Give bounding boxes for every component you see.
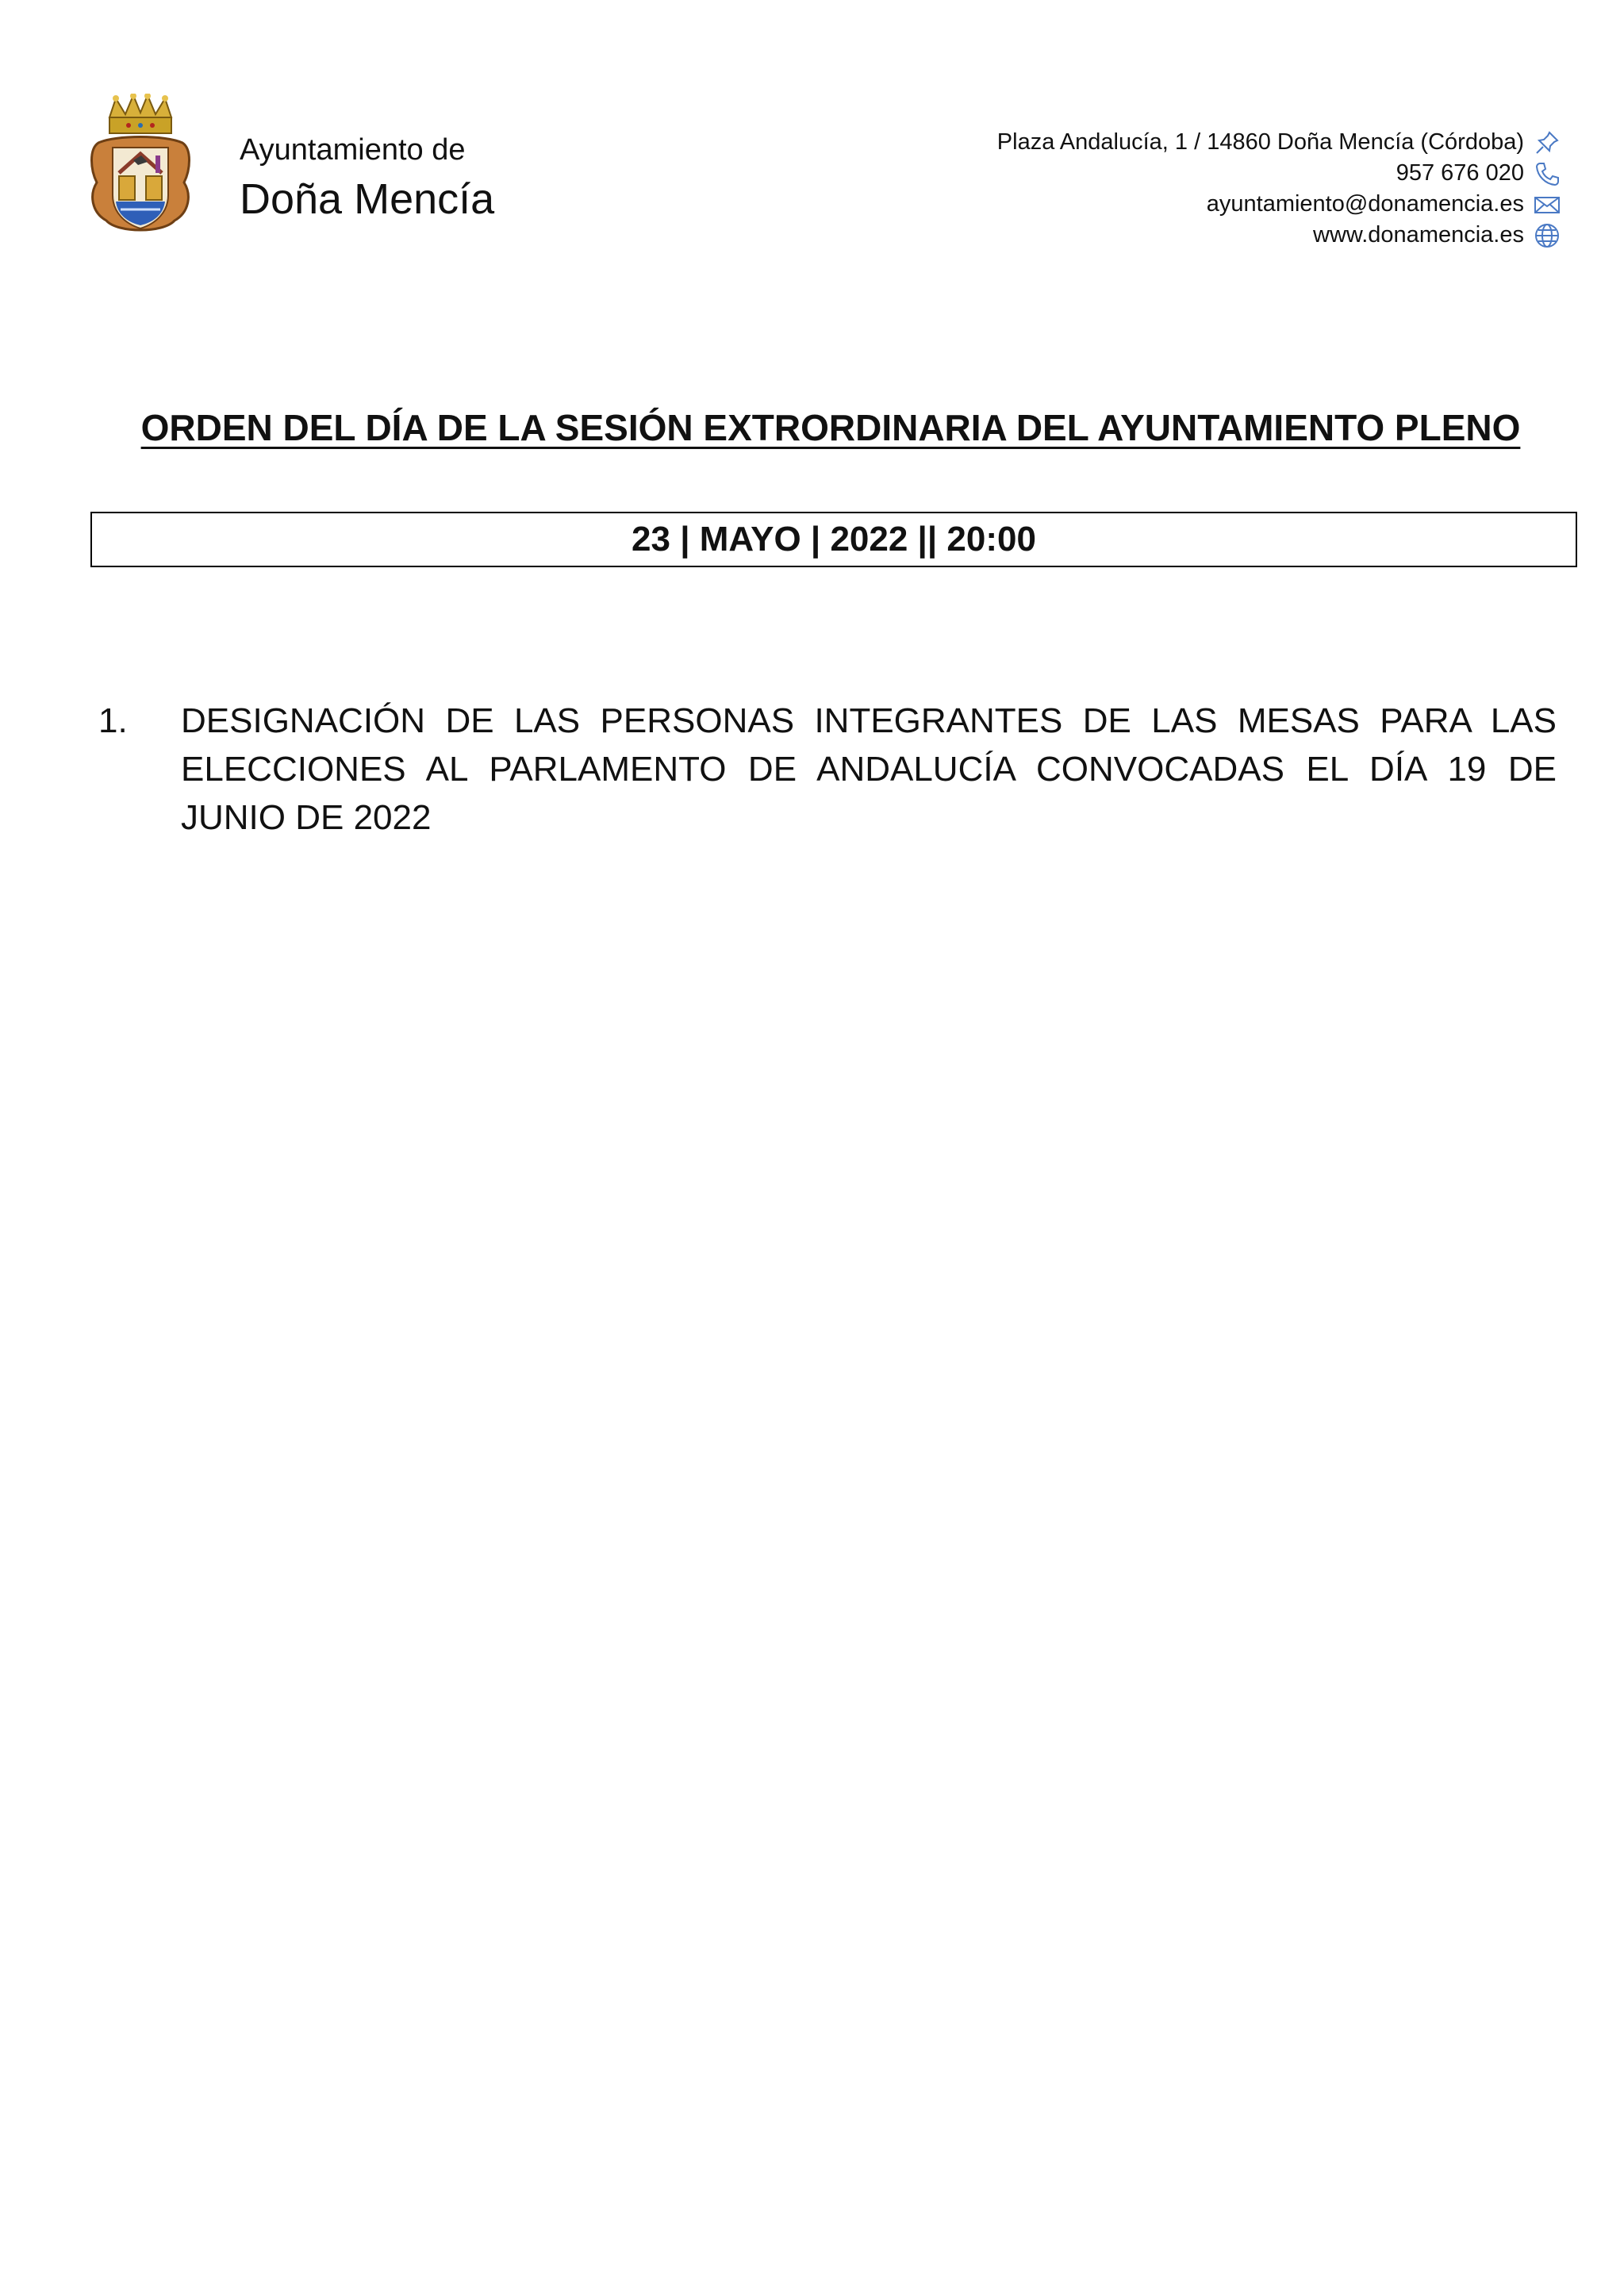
contact-address: Plaza Andalucía, 1 / 14860 Doña Mencía (Córdoba) — [996, 129, 1524, 155]
globe-icon — [1534, 222, 1561, 249]
contact-block — [997, 127, 1561, 251]
organization-name-line1: Ayuntamiento de — [240, 133, 466, 167]
contact-address-row — [997, 127, 1561, 158]
coat-of-arms-icon — [89, 94, 192, 241]
contact-phone-row — [997, 158, 1561, 189]
contact-phone: 957 676 020 — [1396, 160, 1524, 186]
contact-email-row — [997, 189, 1561, 220]
organization-name — [240, 135, 494, 221]
document-title: ORDEN DEL DÍA DE LA SESIÓN EXTRORDINARIA DEL AYUNTAMIENTO PLENO — [140, 407, 1521, 448]
pushpin-icon — [1534, 129, 1561, 156]
agenda-item-number: 1. — [98, 701, 128, 740]
organization-name-line2: Doña Mencía — [240, 175, 495, 223]
contact-website-row — [997, 220, 1561, 251]
agenda-item — [98, 697, 1557, 842]
contact-website: www.donamencia.es — [1313, 222, 1524, 248]
envelope-icon — [1534, 191, 1561, 218]
phone-icon — [1534, 160, 1561, 187]
session-date-box — [90, 512, 1577, 567]
agenda-item-text: DESIGNACIÓN DE LAS PERSONAS INTEGRANTES DE LAS MESAS PARA LAS ELECCIONES AL PARLAMENTO DE ANDALUCÍA CONVOCADAS EL DÍA 19 DE JUNIO DE 2022 — [181, 701, 1557, 837]
agenda-list — [98, 697, 1557, 842]
coat-of-arms-logo — [89, 94, 192, 241]
session-date: 23 | MAYO | 2022 || 20:00 — [632, 520, 1036, 559]
contact-email: ayuntamiento@donamencia.es — [1206, 191, 1524, 217]
